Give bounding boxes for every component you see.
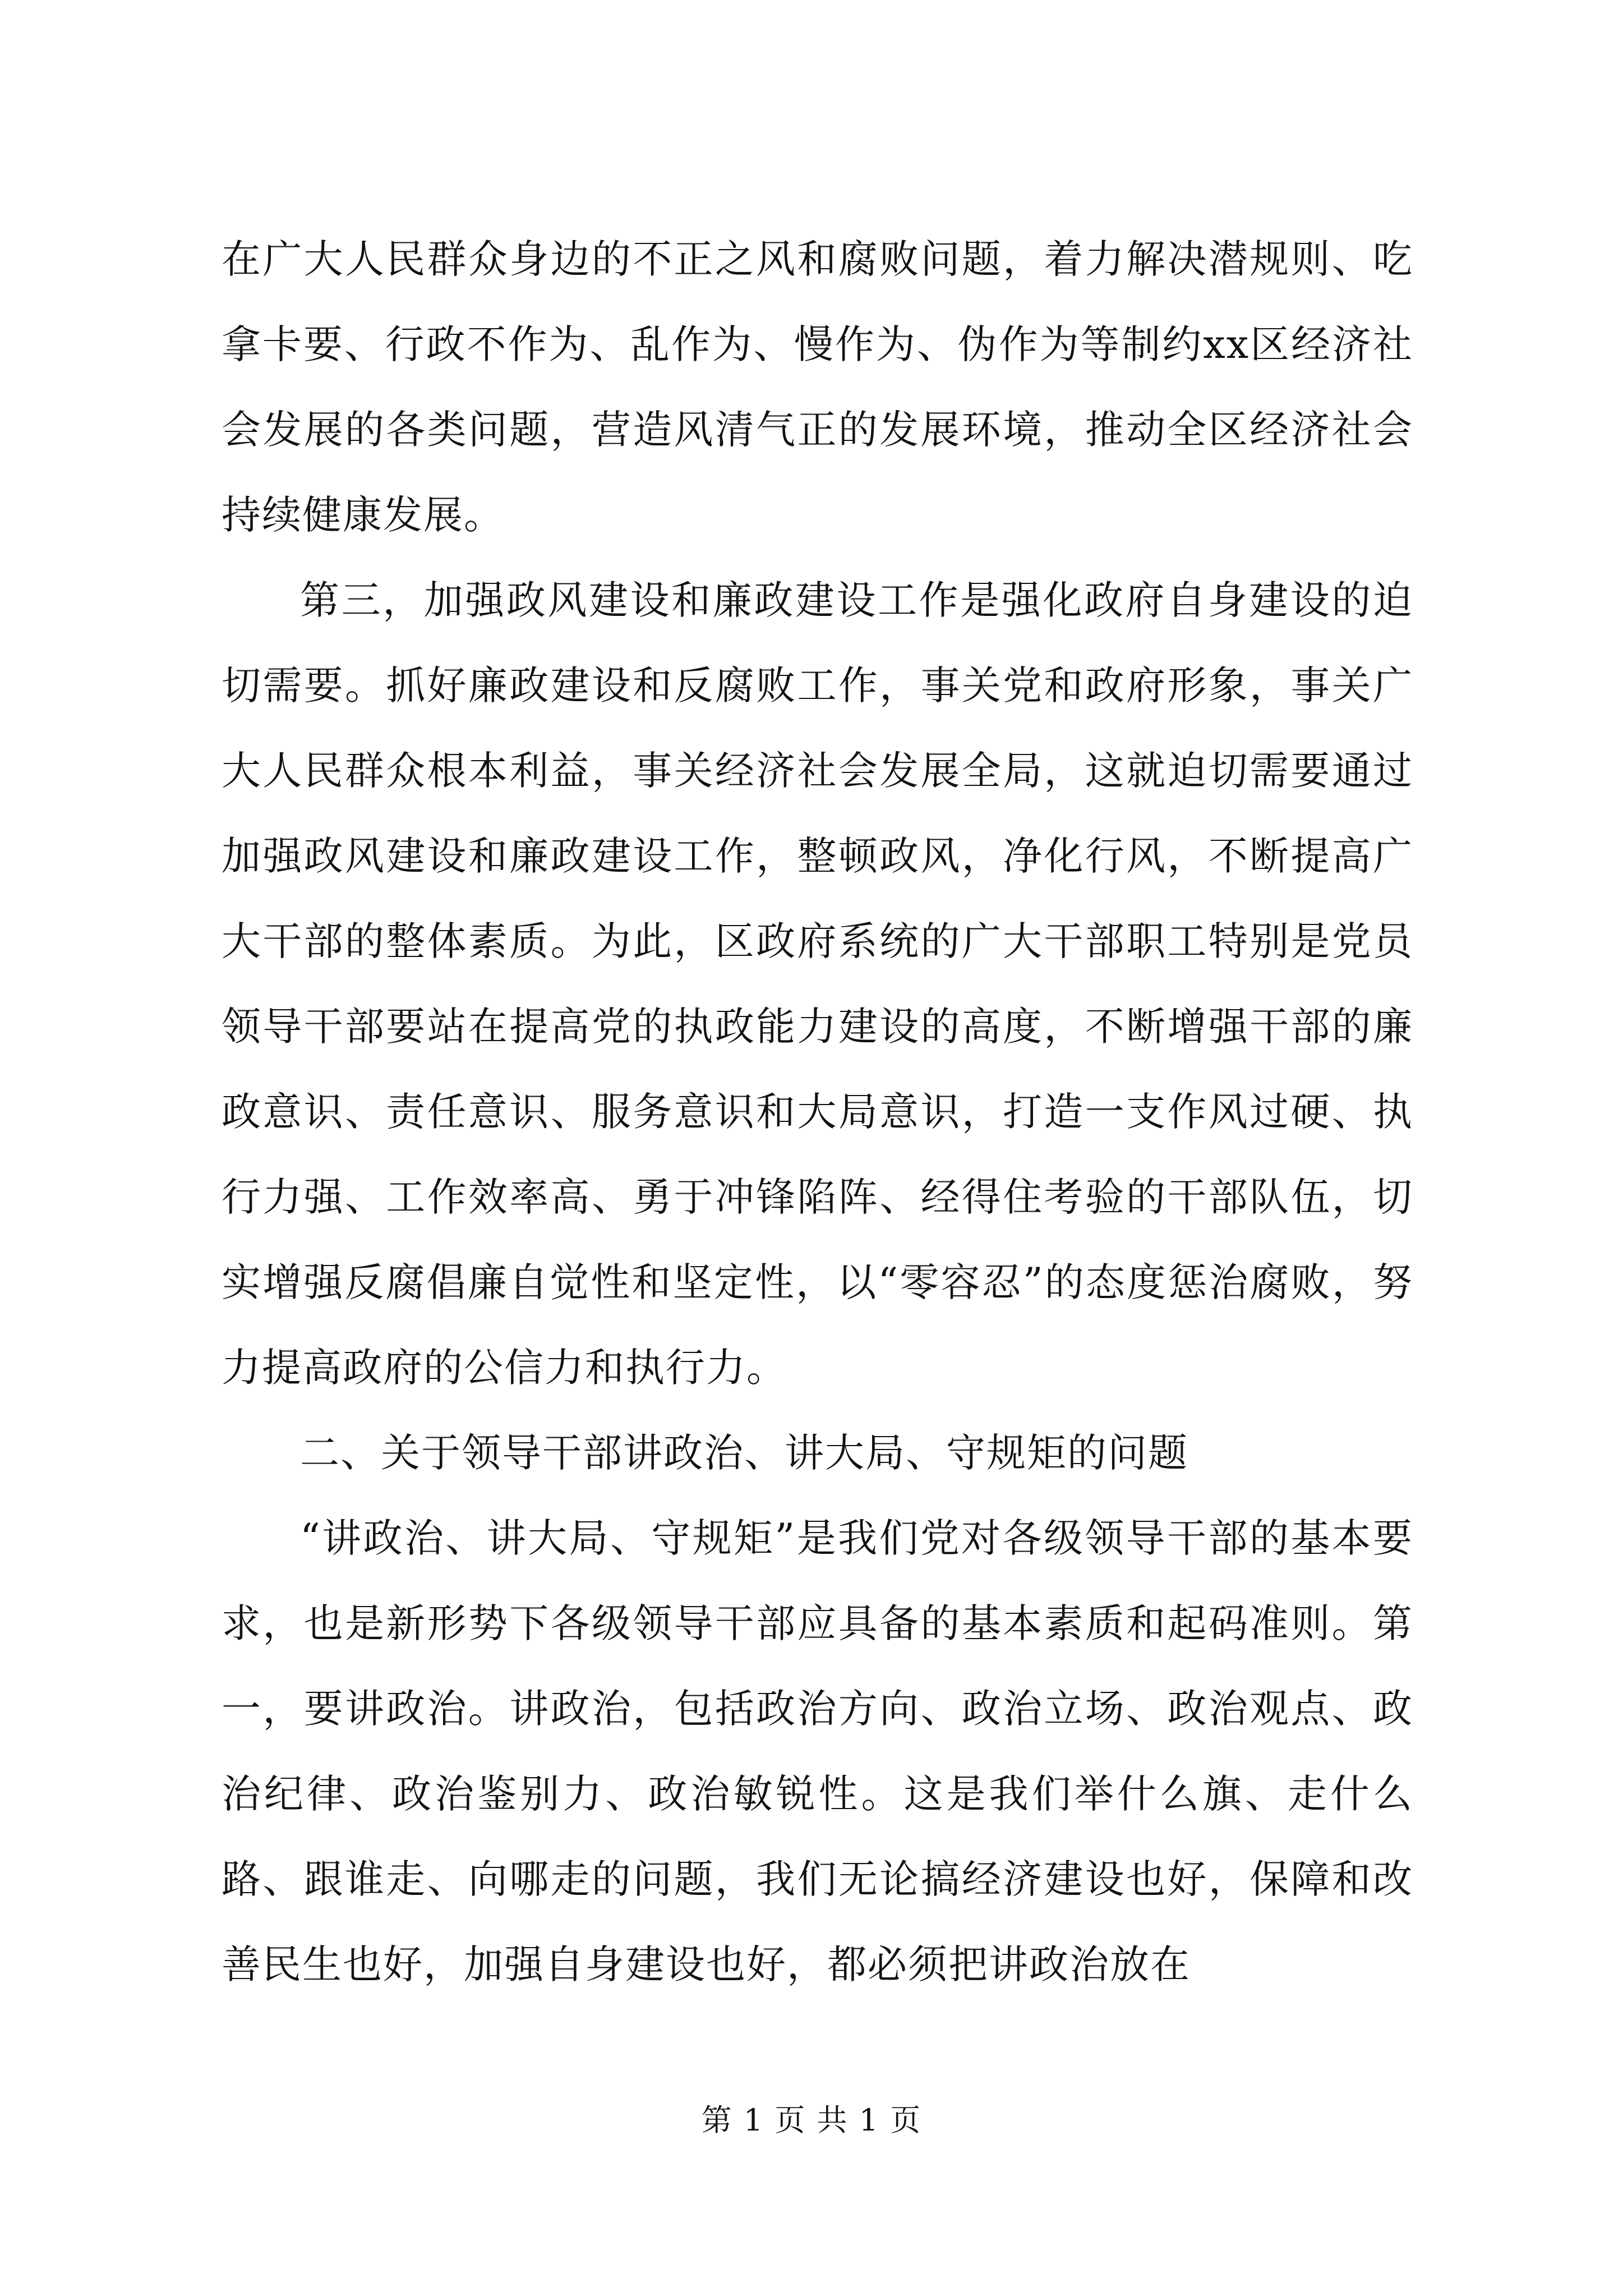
paragraph-continuation: 在广大人民群众身边的不正之风和腐败问题，着力解决潜规则、吃拿卡要、行政不作为、乱作为、慢作为、伪作为等制约xx区经济社会发展的各类问题，营造风清气正的发展环境，推动全区经济社会持续健康发展。 bbox=[222, 236, 1413, 538]
document-body bbox=[222, 217, 1413, 2007]
paragraph-third-point: 第三，加强政风建设和廉政建设工作是强化政府自身建设的迫切需要。抓好廉政建设和反腐败工作，事关党和政府形象，事关广大人民群众根本利益，事关经济社会发展全局，这就迫切需要通过加强政风建设和廉政建设工作，整顿政风，净化行风，不断提高广大干部的整体素质。为此，区政府系统的广大干部职工特别是党员领导干部要站在提高党的执政能力建设的高度，不断增强干部的廉政意识、责任意识、服务意识和大局意识，打造一支作风过硬、执行力强、工作效率高、勇于冲锋陷阵、经得住考验的干部队伍，切实增强反腐倡廉自觉性和坚定性，以“零容忍”的态度惩治腐败，努力提高政府的公信力和执行力。 bbox=[222, 577, 1413, 1391]
section-heading-two: 二、关于领导干部讲政治、讲大局、守规矩的问题 bbox=[300, 1430, 1188, 1476]
page-footer: 第 1 页 共 1 页 bbox=[701, 2102, 922, 2138]
paragraph-politics: “讲政治、讲大局、守规矩”是我们党对各级领导干部的基本要求，也是新形势下各级领导干部应具备的基本素质和起码准则。第一，要讲政治。讲政治，包括政治方向、政治立场、政治观点、政治纪律、政治鉴别力、政治敏锐性。这是我们举什么旗、走什么路、跟谁走、向哪走的问题，我们无论搞经济建设也好，保障和改善民生也好，加强自身建设也好，都必须把讲政治放在 bbox=[222, 1515, 1413, 1987]
